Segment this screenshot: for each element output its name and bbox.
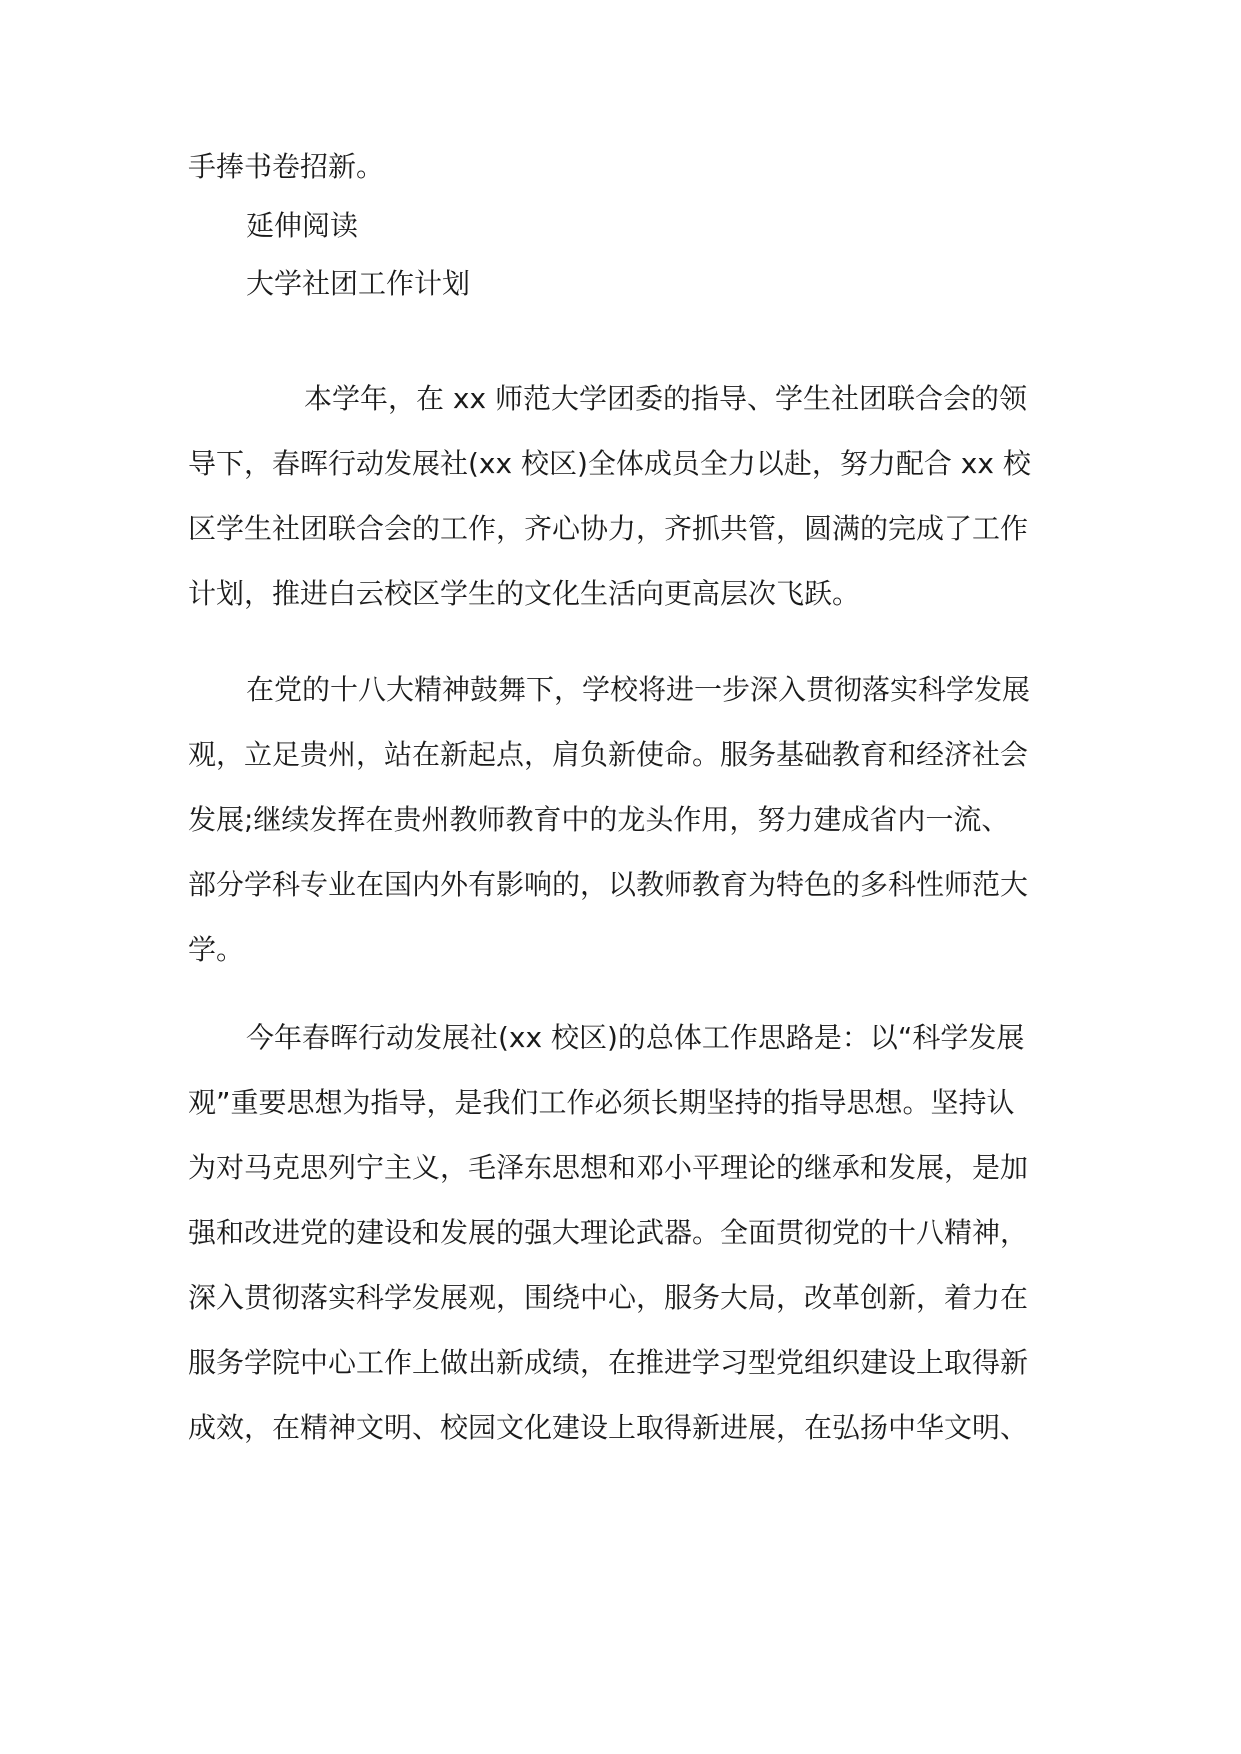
- paragraph-line: 深入贯彻落实科学发展观，围绕中心，服务大局，改革创新，着力在: [188, 1281, 1029, 1314]
- paragraph-2: [188, 657, 1068, 982]
- paragraph-line: 本学年，在 xx 师范大学团委的指导、学生社团联合会的领: [304, 382, 1027, 415]
- continuation-line: [188, 134, 1068, 199]
- paragraph-line: 今年春晖行动发展社(xx 校区)的总体工作思路是：以“科学发展: [246, 1021, 1025, 1054]
- paragraph-line: 计划，推进白云校区学生的文化生活向更高层次飞跃。: [188, 577, 861, 610]
- paragraph-line: 成效，在精神文明、校园文化建设上取得新进展，在弘扬中华文明、: [188, 1411, 1029, 1444]
- article-title: 大学社团工作计划: [246, 267, 471, 300]
- paragraph-line: 区学生社团联合会的工作，齐心协力，齐抓共管，圆满的完成了工作: [188, 512, 1029, 545]
- paragraph-line: 强和改进党的建设和发展的强大理论武器。全面贯彻党的十八精神，: [188, 1216, 1029, 1249]
- paragraph-line: 为对马克思列宁主义，毛泽东思想和邓小平理论的继承和发展，是加: [188, 1151, 1029, 1184]
- continuation-text: 手捧书卷招新。: [188, 150, 385, 183]
- paragraph-line: 学。: [188, 933, 245, 966]
- paragraph-line: 导下，春晖行动发展社(xx 校区)全体成员全力以赴，努力配合 xx 校: [188, 447, 1031, 480]
- paragraph-line: 服务学院中心工作上做出新成绩，在推进学习型党组织建设上取得新: [188, 1346, 1029, 1379]
- paragraph-line: 发展;继续发挥在贵州教师教育中的龙头作用，努力建成省内一流、: [188, 803, 1010, 836]
- extended-reading-heading: [188, 193, 1068, 258]
- paragraph-line: 观”重要思想为指导，是我们工作必须长期坚持的指导思想。坚持认: [188, 1086, 1015, 1119]
- article-title-block: [188, 251, 1068, 316]
- extended-reading-label: 延伸阅读: [246, 209, 359, 242]
- paragraph-3: [188, 1005, 1068, 1460]
- paragraph-line: 部分学科专业在国内外有影响的，以教师教育为特色的多科性师范大: [188, 868, 1029, 901]
- paragraph-1: [188, 366, 1068, 626]
- paragraph-line: 在党的十八大精神鼓舞下，学校将进一步深入贯彻落实科学发展: [246, 673, 1031, 706]
- paragraph-line: 观，立足贵州，站在新起点，肩负新使命。服务基础教育和经济社会: [188, 738, 1029, 771]
